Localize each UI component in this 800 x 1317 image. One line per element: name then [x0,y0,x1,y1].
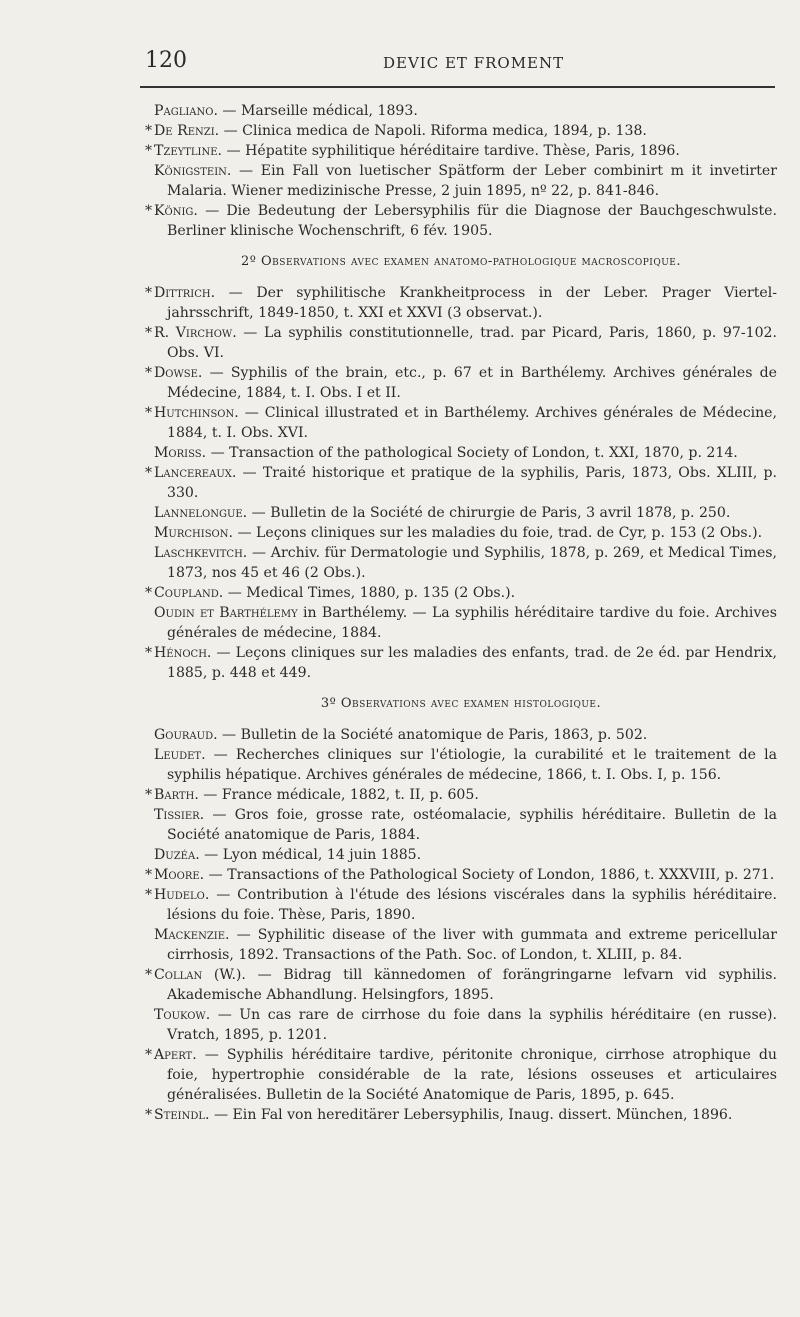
entry-text: — Bulletin de la Société de chirurgie de Paris, 3 avril 1878, p. 250. [247,505,731,521]
entry-marker: * [145,867,153,883]
entry-author: Murchison. [154,525,233,541]
entry-author: Hutchinson. [154,405,239,421]
entry-author: König. [154,203,198,219]
entry-marker: * [145,887,153,903]
entry-text: — Medical Times, 1880, p. 135 (2 Obs.). [223,585,516,601]
entry-author: Oudin et Barthélemy [154,605,298,621]
entry-text: — Traité historique et pratique de la syphilis, Paris, 1873, Obs. XLIII, p. 330. [167,465,777,501]
bibliography-entry [145,503,777,523]
entry-author: Leudet. [154,747,206,763]
entry-text: — Bulletin de la Société anatomique de Paris, 1863, p. 502. [217,727,648,743]
entry-author: Hudelo. [154,887,210,903]
bibliography-entry [145,1005,777,1045]
entry-text: — Un cas rare de cirrhose du foie dans la syphilis héréditaire (en russe). Vratch, 1895, p. 1201. [167,1007,777,1043]
entry-marker: * [145,465,153,481]
entry-text: — Transactions of the Pathological Society of London, 1886, t. XXXVIII, p. 271. [204,867,775,883]
entry-author: Dittrich. [154,285,216,301]
bibliography-entry [145,443,777,463]
entry-text: — Gros foie, grosse rate, ostéomalacie, syphilis héréditaire. Bulletin de la Société anatomique de Paris, 1884. [167,807,777,843]
entry-marker: * [145,203,153,219]
entry-author: Dowse. [154,365,203,381]
bibliography-entry [145,161,777,201]
entry-author: Duzéa. [154,847,200,863]
bibliography-entry [145,141,777,161]
page-number: 120 [145,48,187,73]
entry-author: Königstein. [154,163,232,179]
entry-text: — Contribution à l'étude des lésions viscérales dans la syphilis héréditaire. lésions du foie. Thèse, Paris, 1890. [167,887,777,923]
bibliography-entry [145,363,777,403]
bibliography-entry [145,643,777,683]
entry-text: — La syphilis constitutionnelle, trad. par Picard, Paris, 1860, p. 97-102. Obs. VI. [167,325,777,361]
entry-text: — Transaction of the pathological Society of London, t. XXI, 1870, p. 214. [206,445,738,461]
bibliography-entry [145,201,777,241]
bibliography-list-histologic [145,725,777,1125]
bibliography-entry [145,965,777,1005]
entry-author: Steindl. [154,1107,210,1123]
entry-marker: * [145,967,153,983]
entry-author: Lancereaux. [154,465,237,481]
entry-author: Tissier. [154,807,205,823]
entry-marker: * [145,365,153,381]
entry-author: Tzeytline. [154,143,223,159]
bibliography-entry [145,845,777,865]
entry-text: — Recherches cliniques sur l'étiologie, la curabilité et le traitement de la syphilis hépatique. Archives générales de médecine, 1866, t. I. Obs. I, p. 156. [167,747,777,783]
entry-marker: * [145,143,153,159]
bibliography-entry [145,885,777,925]
section-heading-histologic: 3º Observations avec examen histologique. [320,696,602,711]
entry-author: Moore. [154,867,205,883]
entry-author: Toukow. [154,1007,211,1023]
entry-author: De Renzi. [154,123,220,139]
entry-text: — Clinica medica de Napoli. Riforma medica, 1894, p. 138. [219,123,647,139]
entry-text: — Der syphilitische Krankheitprocess in der Leber. Prager Viertel-jahrsschrift, 1849-1850, t. XXI et XXVI (3 observat.). [167,285,777,321]
entry-marker: * [145,1107,153,1123]
entry-text: — Clinical illustrated et in Barthélemy. Archives générales de Médecine, 1884, t. I. Obs. XVI. [167,405,777,441]
bibliography-entry [145,925,777,965]
entry-marker: * [145,285,153,301]
entry-author: Hénoch. [154,645,212,661]
bibliography-entry [145,101,777,121]
entry-author: Lannelongue. [154,505,248,521]
entry-author: Coupland. [154,585,224,601]
entry-text: — Die Bedeutung der Lebersyphilis für die Diagnose der Bauchgeschwulste. Berliner klinische Wochenschrift, 6 fév. 1905. [167,203,777,239]
bibliography-entry [145,121,777,141]
entry-text: — Syphilis héréditaire tardive, péritonite chronique, cirrhose atrophique du foie, hypertrophie considérable de la rate, lésions osseuses et articulaires généralisées. Bulletin de la Société Anatomique de Paris, 1895, p. 645. [167,1047,777,1103]
entry-marker: * [145,405,153,421]
header-rule [140,86,775,88]
bibliography-list-macroscopic [145,283,777,683]
bibliography-entry [145,1105,777,1125]
page-header [145,48,780,78]
entry-text: in Barthélemy. — La syphilis héréditaire tardive du foie. Archives générales de médecine, 1884. [167,605,777,641]
entry-text: — Ein Fal von hereditärer Lebersyphilis, Inaug. dissert. München, 1896. [209,1107,733,1123]
bibliography-entry [145,323,777,363]
entry-text: — Lyon médical, 14 juin 1885. [199,847,422,863]
entry-author: Gouraud. [154,727,218,743]
entry-marker: * [145,123,153,139]
entry-text: — Archiv. für Dermatologie und Syphilis, 1878, p. 269, et Medical Times, 1873, nos 45 et 46 (2 Obs.). [167,545,777,581]
entry-text: — Leçons cliniques sur les maladies des enfants, trad. de 2e éd. par Hendrix, 1885, p. 448 et 449. [167,645,777,681]
bibliography-list-general [145,101,777,241]
entry-marker: * [145,645,153,661]
bibliography-entry [145,805,777,845]
entry-text: — Hépatite syphilitique héréditaire tardive. Thèse, Paris, 1896. [222,143,680,159]
entry-author: Barth. [154,787,199,803]
entry-marker: * [145,787,153,803]
entry-text: — Syphilitic disease of the liver with gummata and extreme pericellular cirrhosis, 1892. Transactions of the Path. Soc. of London, t. XLIII, p. 84. [167,927,777,963]
entry-text: — Marseille médical, 1893. [217,103,418,119]
entry-author: Moriss. [154,445,207,461]
bibliography-entry [145,543,777,583]
entry-author: Mackenzie. [154,927,230,943]
bibliography-entry [145,463,777,503]
bibliography-entry [145,603,777,643]
bibliography-entry [145,865,777,885]
bibliography-entry [145,745,777,785]
entry-author: Laschkevitch. [154,545,248,561]
entry-text: — Syphilis of the brain, etc., p. 67 et in Barthélemy. Archives générales de Médecine, 1884, t. I. Obs. I et II. [167,365,777,401]
bibliography-entry [145,523,777,543]
entry-author: Pagliano. [154,103,218,119]
running-title: DEVIC ET FROMENT [383,54,565,72]
entry-author: R. Virchow. [154,325,237,341]
entry-author: Collan (W.). [154,967,246,983]
bibliography-entry [145,283,777,323]
section-heading-macroscopic: 2º Observations avec examen anatomo-pathologique macroscopique. [240,254,681,269]
bibliography-entry [145,583,777,603]
entry-marker: * [145,325,153,341]
bibliography-entry [145,1045,777,1105]
bibliography-entry [145,785,777,805]
entry-text: — Leçons cliniques sur les maladies du foie, trad. de Cyr, p. 153 (2 Obs.). [233,525,763,541]
bibliography [145,101,777,1125]
entry-author: Apert. [154,1047,197,1063]
entry-text: — Ein Fall von luetischer Spätform der Leber combinirt m it invetirter Malaria. Wiener medizinische Presse, 2 juin 1895, nº 22, p. 841-846. [167,163,777,199]
entry-text: — Bidrag till kännedomen of forängringarne lefvarn vid syphilis. Akademische Abhandlung. Helsingfors, 1895. [167,967,777,1003]
entry-marker: * [145,585,153,601]
entry-marker: * [145,1047,153,1063]
bibliography-entry [145,725,777,745]
entry-text: — France médicale, 1882, t. II, p. 605. [198,787,479,803]
bibliography-entry [145,403,777,443]
